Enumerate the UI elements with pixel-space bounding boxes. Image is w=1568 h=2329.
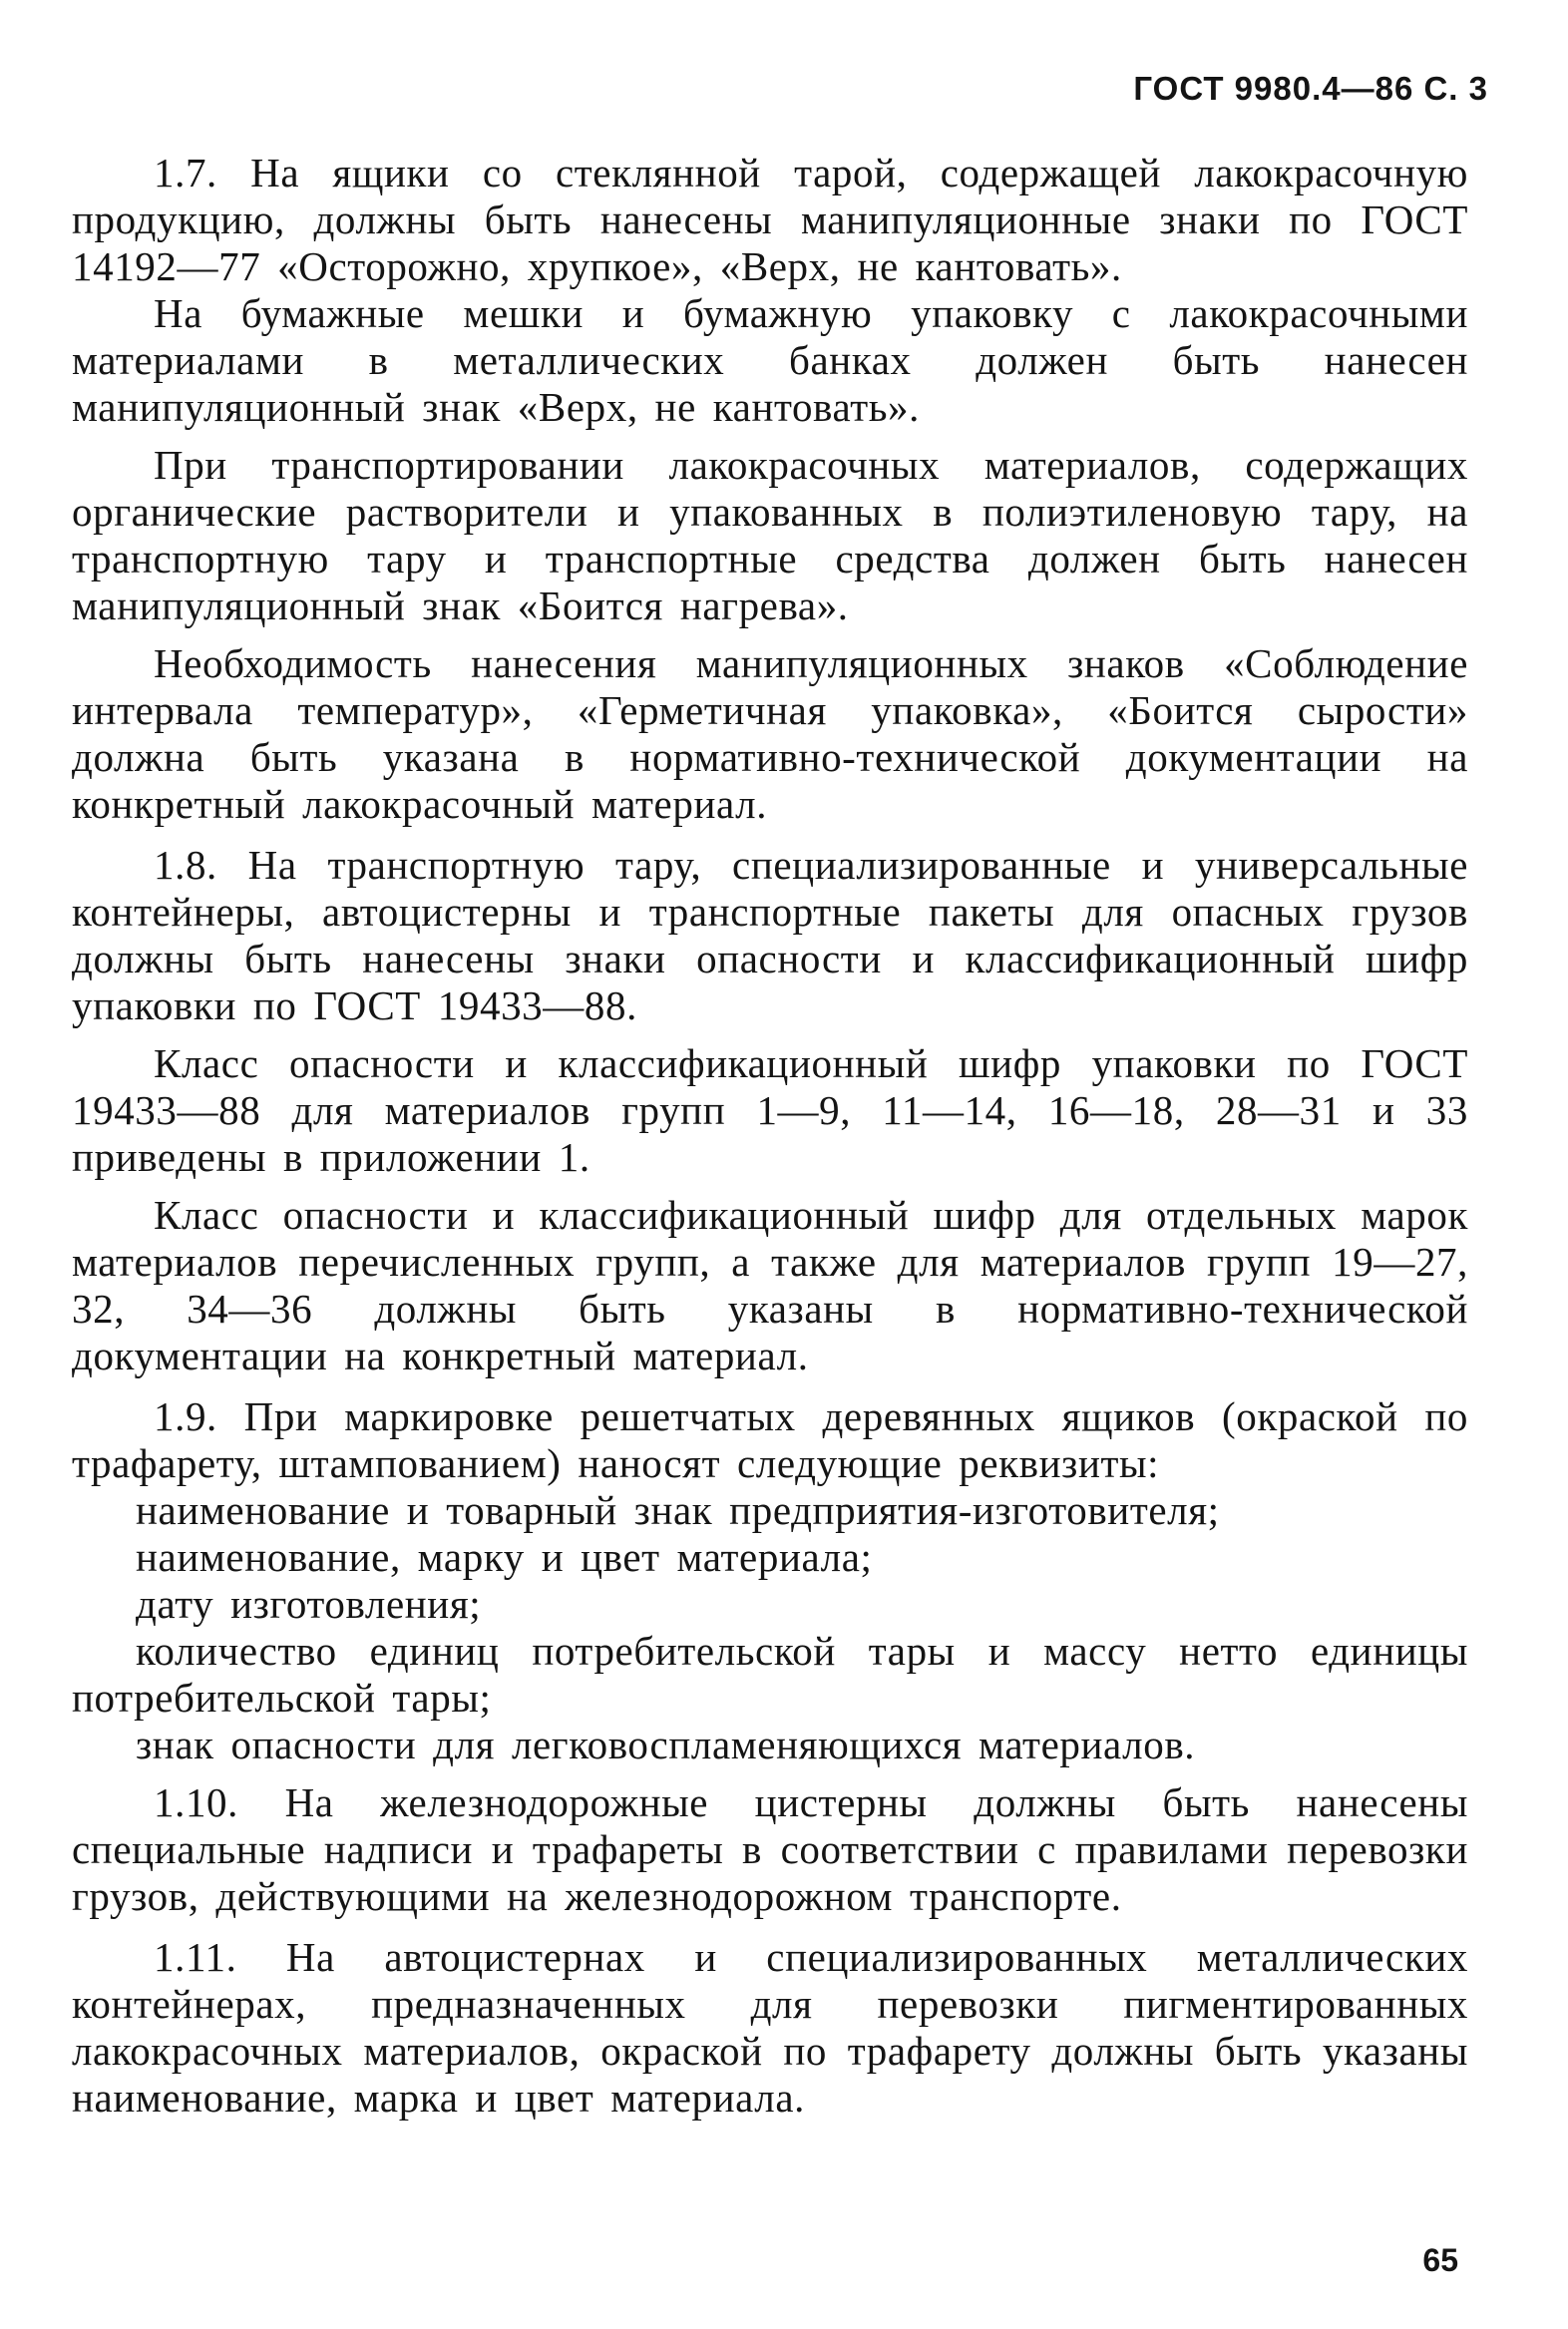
list-item: наименование, марку и цвет материала; — [136, 1534, 873, 1580]
paragraph-transport-heat: При транспортировании лакокрасочных материалов, содержащих органические растворители и упакованных в полиэтиленовую тару, на транспортную тару и транспортные средства должен быть нанесен манипуляционный знак «Боится нагрева». — [72, 442, 1468, 628]
running-header: ГОСТ 9980.4—86 С. 3 — [1133, 70, 1488, 107]
paragraph-1-11: 1.11. На автоцистернах и специализированных металлических контейнерах, предназначенных для перевозки пигментированных лакокрасочных материалов, окраской по трафарету должны быть указаны наименование, марка и цвет материала. — [72, 1934, 1468, 2121]
list-item: знак опасности для легковоспламеняющихся материалов. — [136, 1722, 1196, 1767]
paragraph-hazard-class: Класс опасности и классификационный шифр упаковки по ГОСТ 19433—88 для материалов групп 1—9, 11—14, 16—18, 28—31 и 33 приведены в приложении 1. — [72, 1040, 1468, 1180]
list-item: дату изготовления; — [136, 1581, 482, 1627]
paragraph-paper-bags: На бумажные мешки и бумажную упаковку с лакокрасочными материалами в металлических банках должен быть нанесен манипуляционный знак «Верх, не кантовать». — [72, 290, 1468, 430]
list-item: наименование и товарный знак предприятия-изготовителя; — [136, 1487, 1220, 1533]
paragraph-1-7: 1.7. На ящики со стеклянной тарой, содержащей лакокрасочную продукцию, должны быть нанесены манипуляционные знаки по ГОСТ 14192—77 «Осторожно, хрупкое», «Верх, не кантовать». — [72, 150, 1468, 289]
list-item: количество единиц потребительской тары и массу нетто единицы потребительской тары; — [72, 1628, 1468, 1721]
requisites-list — [72, 1487, 1468, 1768]
page-number: 65 — [1422, 2242, 1458, 2278]
paragraph-1-8: 1.8. На транспортную тару, специализированные и универсальные контейнеры, автоцистерны и транспортные пакеты для опасных грузов должны быть нанесены знаки опасности и классификационный шифр упаковки по ГОСТ 19433—88. — [72, 842, 1468, 1028]
paragraph-1-10: 1.10. На железнодорожные цистерны должны быть нанесены специальные надписи и трафареты в соответствии с правилами перевозки грузов, действующими на железнодорожном транспорте. — [72, 1779, 1468, 1919]
paragraph-hazard-class-groups: Класс опасности и классификационный шифр для отдельных марок материалов перечисленных групп, а также для материалов групп 19—27, 32, 34—36 должны быть указаны в нормативно-технической документации на конкретный материал. — [72, 1192, 1468, 1378]
paragraph-1-9: 1.9. При маркировке решетчатых деревянных ящиков (окраской по трафарету, штампованием) наносят следующие реквизиты: — [72, 1393, 1468, 1486]
document-body — [72, 150, 1468, 2133]
paragraph-handling-marks: Необходимость нанесения манипуляционных знаков «Соблюдение интервала температур», «Герметичная упаковка», «Боится сырости» должна быть указана в нормативно-технической документации на конкретный лакокрасочный материал. — [72, 640, 1468, 827]
